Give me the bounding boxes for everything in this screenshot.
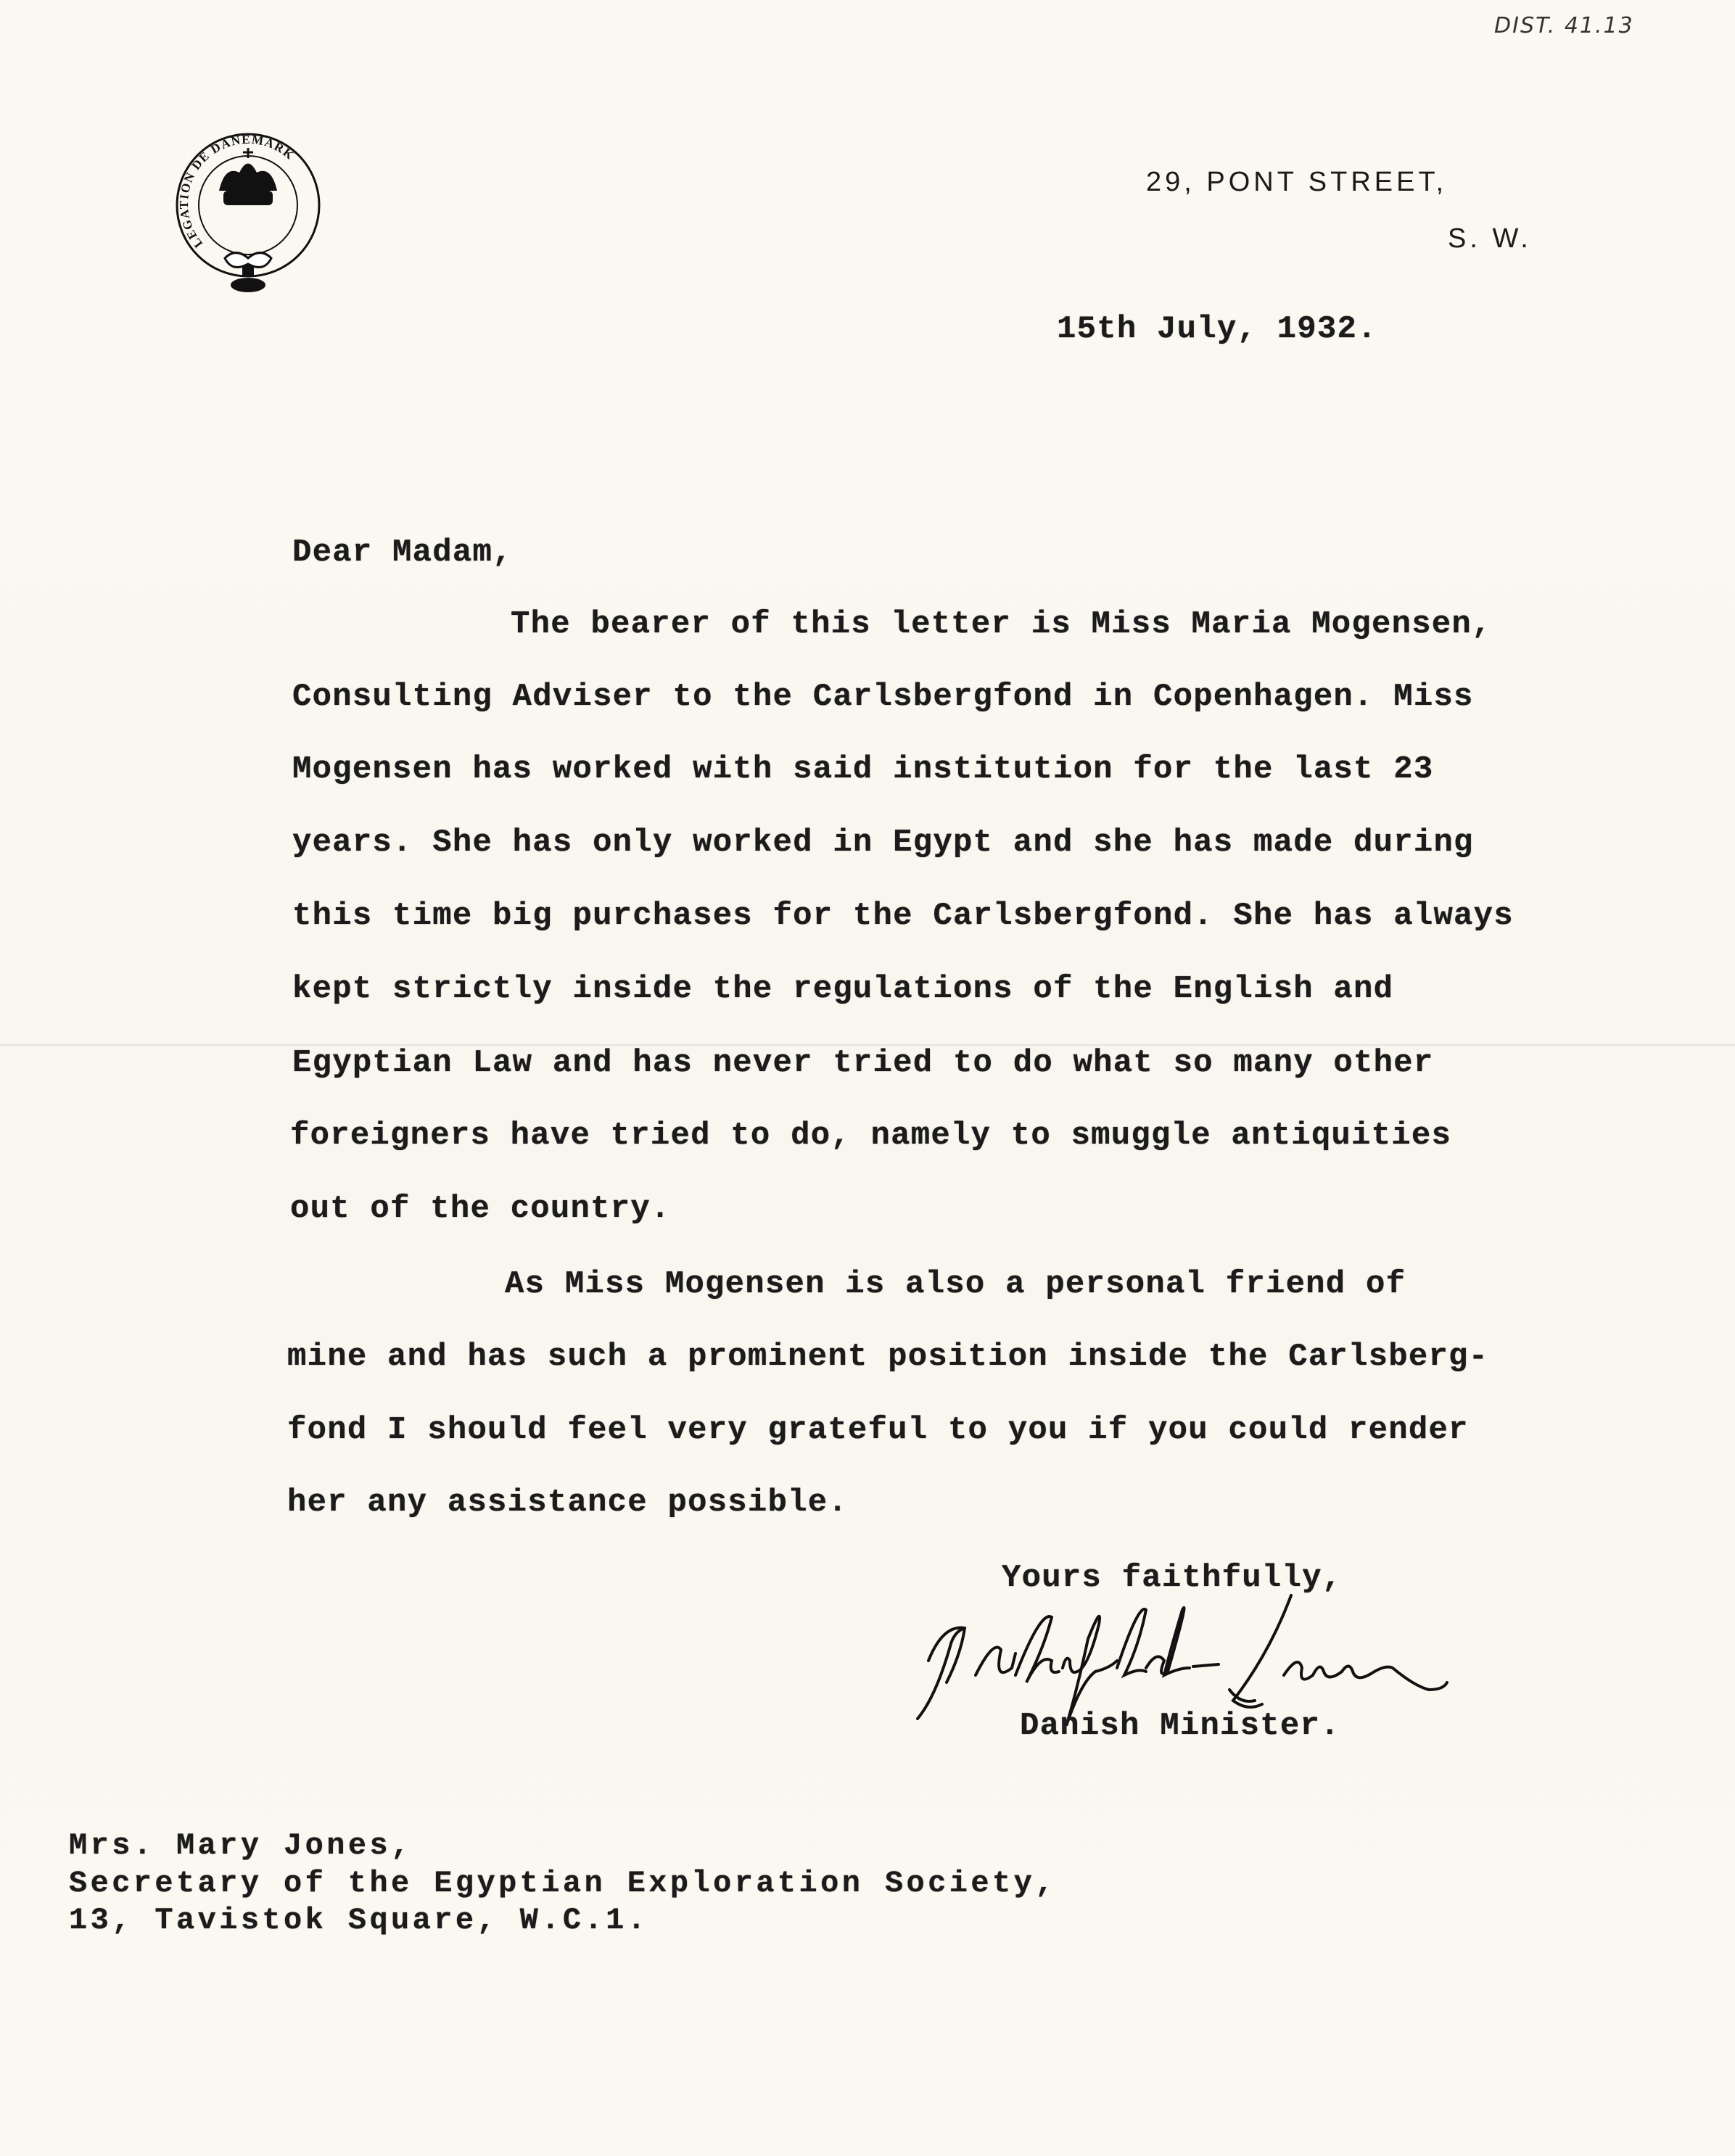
body-line: foreigners have tried to do, namely to smuggle antiquities: [290, 1118, 1452, 1154]
archive-mark: DIST. 41.13: [1494, 13, 1634, 38]
recipient-title: Secretary of the Egyptian Exploration Society,: [69, 1866, 1057, 1901]
body-line: her any assistance possible.: [287, 1484, 848, 1521]
body-line: mine and has such a prominent position inside the Carlsberg-: [287, 1339, 1489, 1375]
body-line: years. She has only worked in Egypt and she has made during: [292, 825, 1474, 861]
seal-text: LEGATION DE DANEMARK: [176, 132, 297, 251]
body-line: Egyptian Law and has never tried to do what so many other: [292, 1045, 1434, 1081]
body-line: this time big purchases for the Carlsbergfond. She has always: [292, 898, 1514, 934]
body-line: out of the country.: [290, 1191, 671, 1227]
recipient-address: 13, Tavistok Square, W.C.1.: [69, 1903, 649, 1938]
body-line: As Miss Mogensen is also a personal friend of: [505, 1266, 1406, 1302]
letterhead-address-line2: S. W.: [1448, 223, 1532, 254]
body-line: The bearer of this letter is Miss Maria Mogensen,: [511, 606, 1492, 643]
letterhead-address-line1: 29, PONT STREET,: [1146, 167, 1448, 197]
closing: Yours faithfully,: [1002, 1560, 1343, 1596]
svg-text:LEGATION DE DANEMARK: [177, 133, 297, 251]
recipient-name: Mrs. Mary Jones,: [69, 1828, 413, 1863]
body-line: kept strictly inside the regulations of the English and: [292, 971, 1394, 1007]
body-line: Consulting Adviser to the Carlsbergfond in Copenhagen. Miss: [292, 679, 1474, 715]
salutation: Dear Madam,: [292, 534, 513, 571]
body-line: fond I should feel very grateful to you if you could render: [287, 1412, 1469, 1448]
legation-seal-logo: [167, 129, 330, 296]
body-line: Mogensen has worked with said institution for the last 23: [292, 751, 1434, 788]
letter-date: 15th July, 1932.: [1057, 311, 1377, 347]
signer-title: Danish Minister.: [1020, 1708, 1340, 1744]
